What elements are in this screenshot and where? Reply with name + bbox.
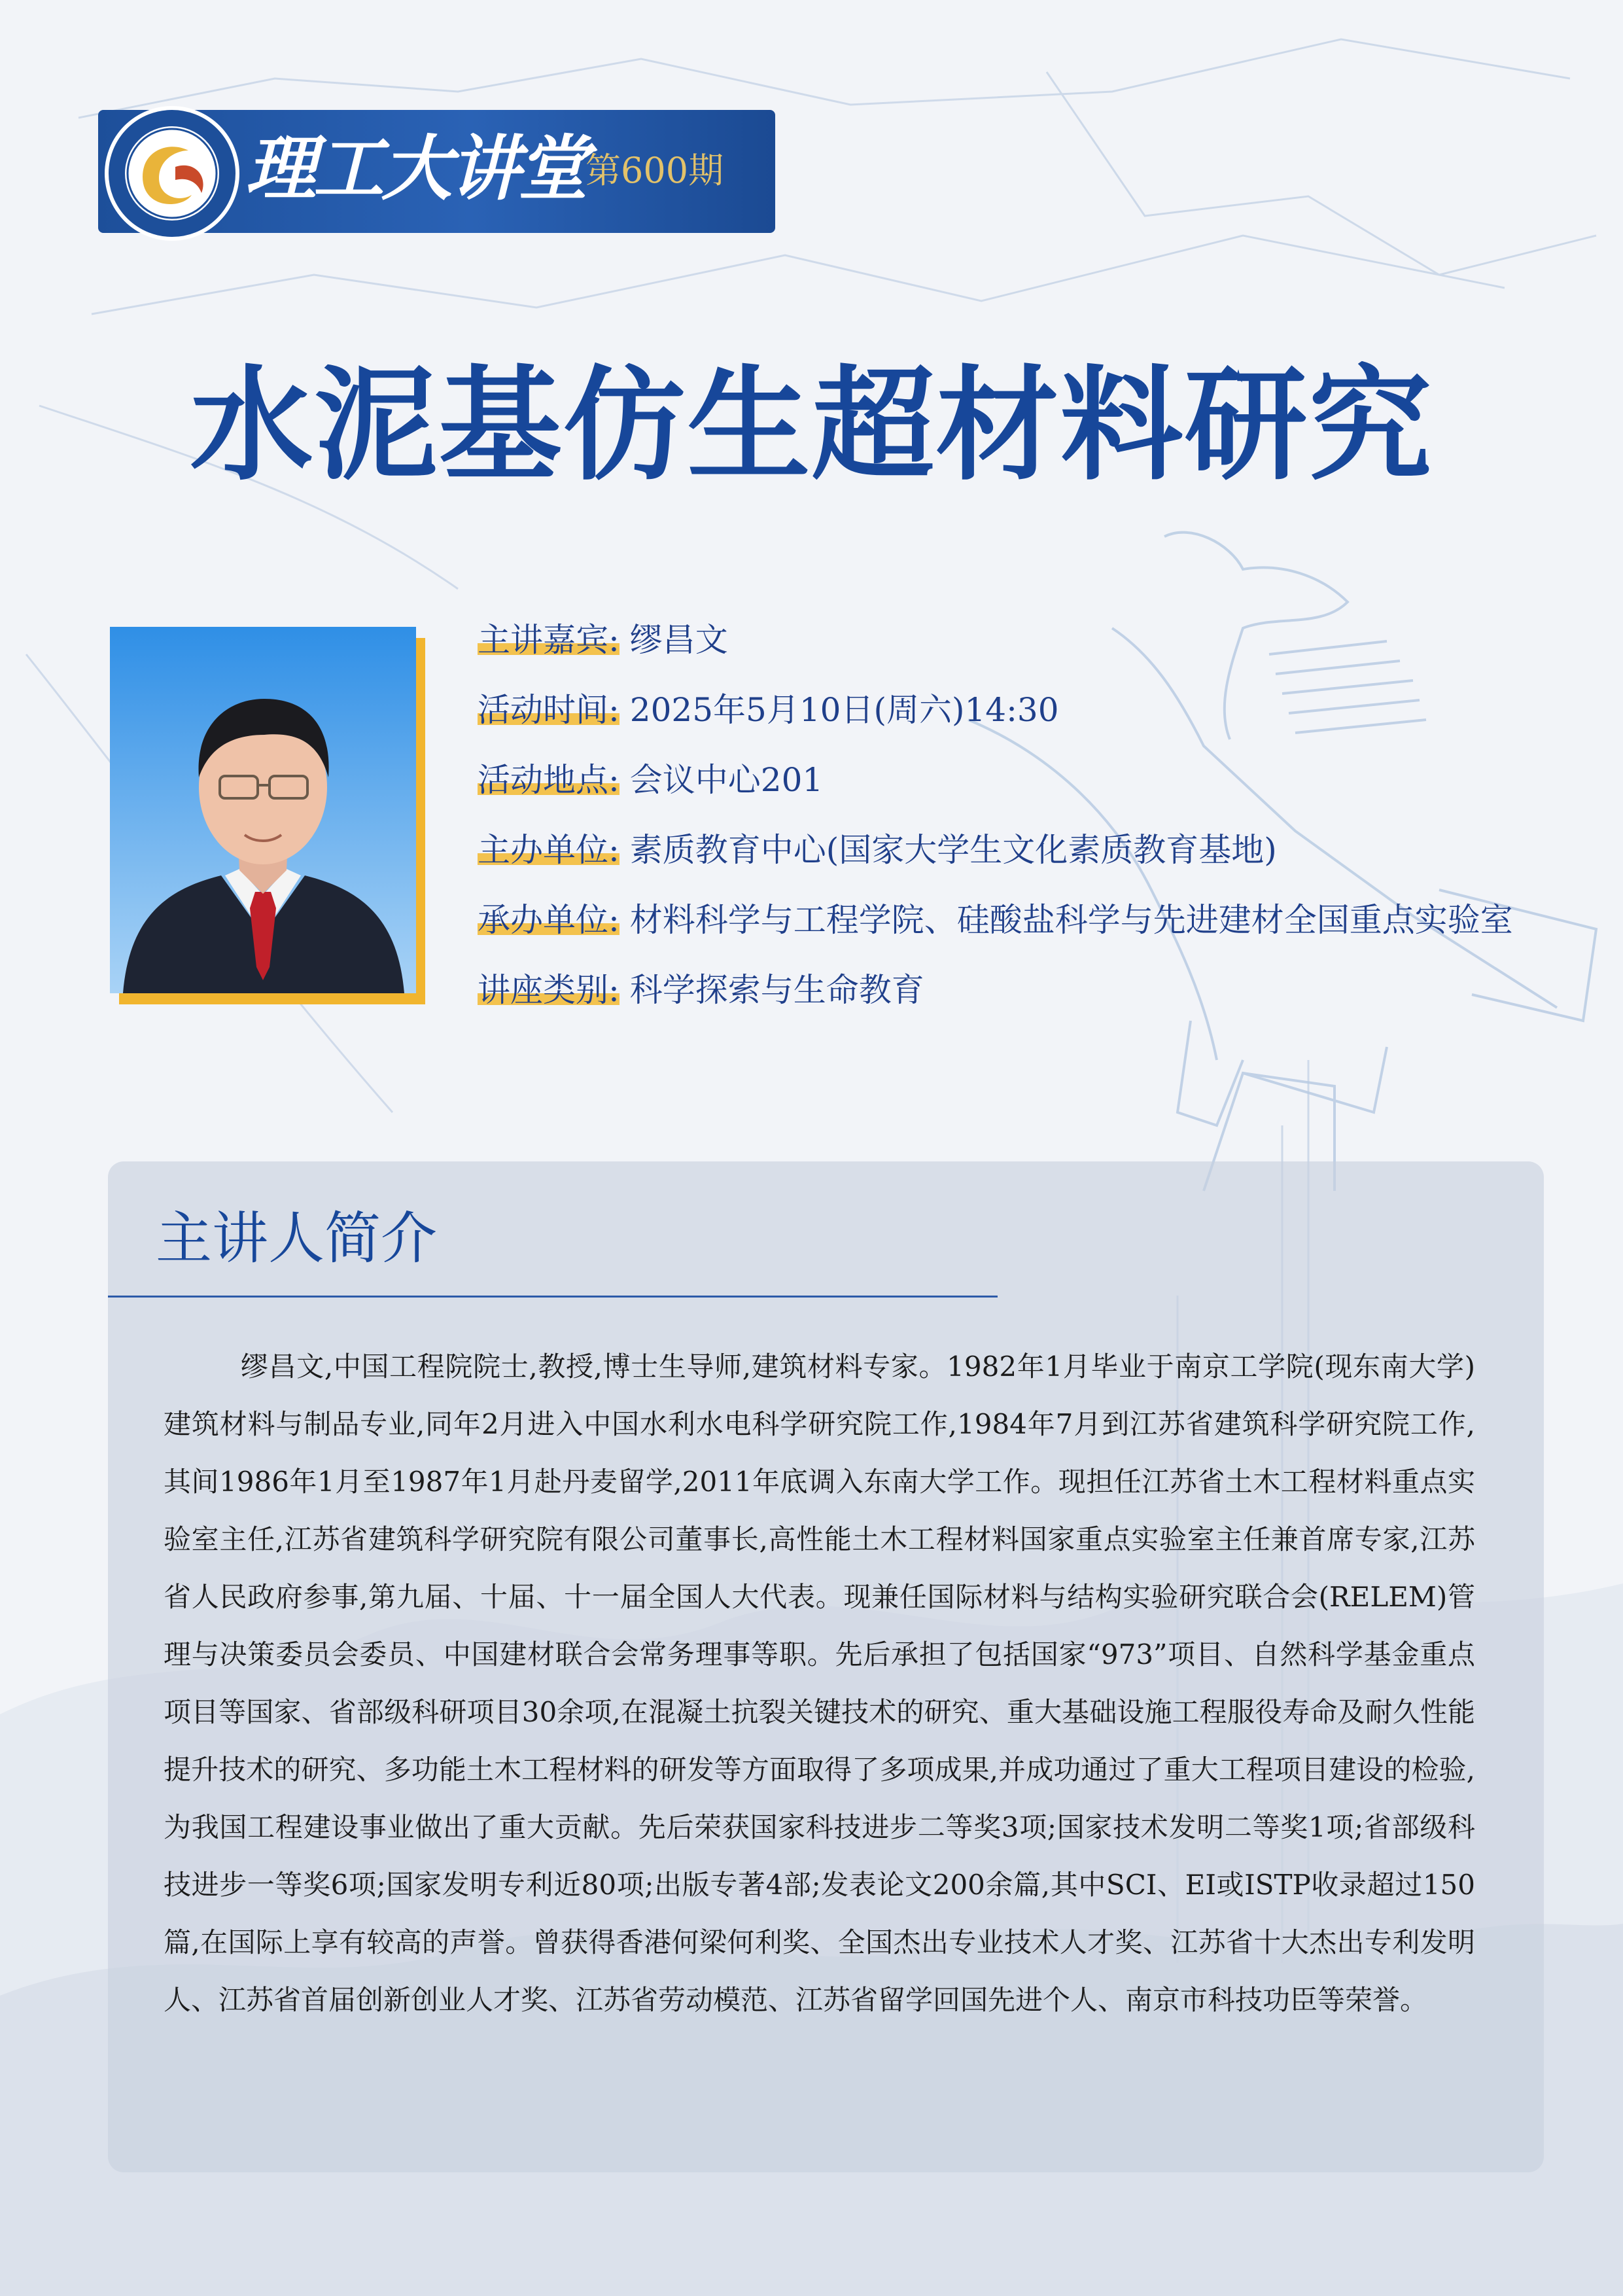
- detail-value: 科学探索与生命教育: [629, 971, 924, 1009]
- detail-label: 主讲嘉宾:: [478, 621, 620, 659]
- detail-time: [478, 684, 1513, 754]
- detail-label: 主办单位:: [478, 831, 620, 869]
- heading-divider: [108, 1296, 998, 1298]
- detail-value: 会议中心201: [629, 761, 824, 799]
- lecture-title: 水泥基仿生超材料研究: [190, 353, 1433, 497]
- detail-category: [478, 964, 1513, 1034]
- detail-value: 素质教育中心(国家大学生文化素质教育基地): [629, 831, 1277, 869]
- university-logo: [97, 105, 260, 242]
- detail-value: 2025年5月10日(周六)14:30: [629, 691, 1059, 729]
- detail-value: 缪昌文: [629, 621, 728, 659]
- speaker-portrait: [110, 627, 416, 993]
- detail-location: [478, 754, 1513, 824]
- detail-organizer: [478, 824, 1513, 894]
- detail-label: 活动地点:: [478, 761, 620, 799]
- program-title: 理工大讲堂: [245, 128, 586, 210]
- event-details: [478, 614, 1513, 1034]
- detail-label: 承办单位:: [478, 901, 620, 939]
- bio-text: 缪昌文,中国工程院院士,教授,博士生导师,建筑材料专家。1982年1月毕业于南京工学院(现东南大学)建筑材料与制品专业,同年2月进入中国水利水电科学研究院工作,1984年7月到江苏省建筑科学研究院工作,其间1986年1月至1987年1月赴丹麦留学,2011年底调入东南大学工作。现担任江苏省土木工程材料重点实验室主任,江苏省建筑科学研究院有限公司董事长,高性能土木工程材料国家重点实验室主任兼首席专家,江苏省人民政府参事,第九届、十届、十一届全国人大代表。现兼任国际材料与结构实验研究联合会(RELEM)管理与决策委员会委员、中国建材联合会常务理事等职。先后承担了包括国家“973”项目、自然科学基金重点项目等国家、省部级科研项目30余项,在混凝土抗裂关键技术的研究、重大基础设施工程服役寿命及耐久性能提升技术的研究、多功能土木工程材料的研发等方面取得了多项成果,并成功通过了重大工程项目建设的检验,为我国工程建设事业做出了重大贡献。先后荣获国家科技进步二等奖3项;国家技术发明二等奖1项;省部级科技进步一等奖6项;国家发明专利近80项;出版专著4部;发表论文200余篇,其中SCI、EI或ISTP收录超过150篇,在国际上享有较高的声誉。曾获得香港何梁何利奖、全国杰出专业技术人才奖、江苏省十大杰出专利发明人、江苏省首届创新创业人才奖、江苏省劳动模范、江苏省留学回国先进个人、南京市科技功臣等荣誉。: [164, 1351, 1476, 2016]
- detail-value: 材料科学与工程学院、硅酸盐科学与先进建材全国重点实验室: [629, 901, 1513, 939]
- detail-speaker: [478, 614, 1513, 684]
- detail-label: 讲座类别:: [478, 971, 620, 1009]
- detail-label: 活动时间:: [478, 691, 620, 729]
- detail-host: [478, 894, 1513, 964]
- issue-number: 第600期: [585, 150, 724, 191]
- bio-heading: 主讲人简介: [156, 1206, 437, 1271]
